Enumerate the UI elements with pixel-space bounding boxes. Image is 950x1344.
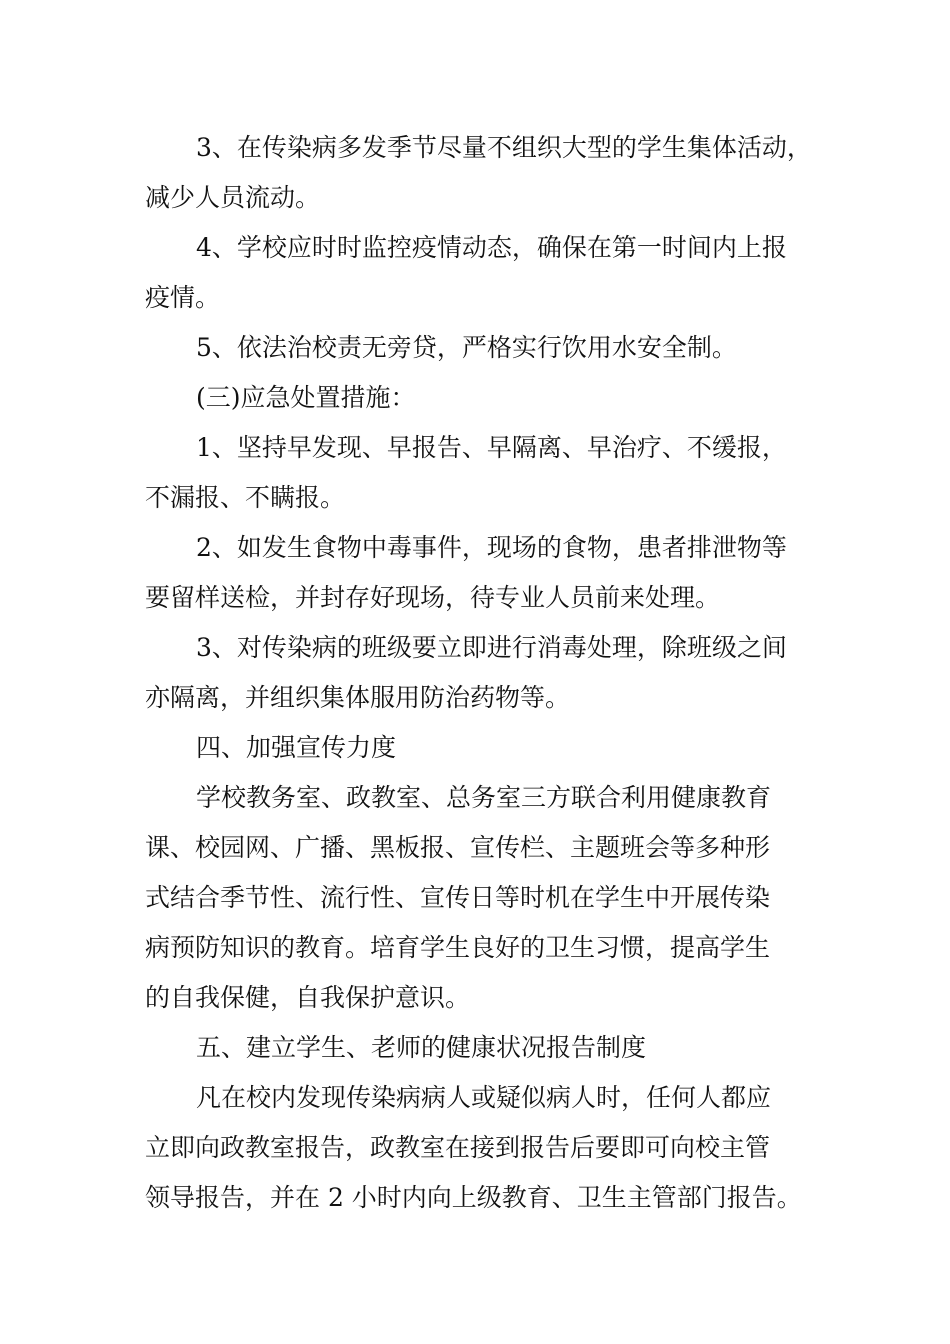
paragraph-line: 式结合季节性、流行性、宣传日等时机在学生中开展传染 xyxy=(145,883,771,912)
paragraph-line: 3、对传染病的班级要立即进行消毒处理，除班级之间 xyxy=(196,633,787,662)
paragraph-line: 3、在传染病多发季节尽量不组织大型的学生集体活动， xyxy=(196,133,812,162)
paragraph-line: 4、学校应时时监控疫情动态，确保在第一时间内上报 xyxy=(196,233,787,262)
paragraph-line: 凡在校内发现传染病病人或疑似病人时，任何人都应 xyxy=(196,1083,772,1112)
paragraph-line: 病预防知识的教育。培育学生良好的卫生习惯，提高学生 xyxy=(145,933,771,962)
paragraph-line: 亦隔离，并组织集体服用防治药物等。 xyxy=(145,683,571,712)
paragraph-line: 5、依法治校责无旁贷，严格实行饮用水安全制。 xyxy=(196,333,737,362)
paragraph-line: 1、坚持早发现、早报告、早隔离、早治疗、不缓报， xyxy=(196,433,787,462)
paragraph-line: 立即向政教室报告，政教室在接到报告后要即可向校主管 xyxy=(145,1133,771,1162)
paragraph-line: 学校教务室、政教室、总务室三方联合利用健康教育 xyxy=(196,783,772,812)
section-heading: (三)应急处置措施： xyxy=(196,383,416,412)
paragraph-line: 不漏报、不瞒报。 xyxy=(145,483,346,512)
paragraph-line: 课、校园网、广播、黑板报、宣传栏、主题班会等多种形 xyxy=(145,833,771,862)
section-heading: 四、加强宣传力度 xyxy=(196,733,397,762)
paragraph-line: 疫情。 xyxy=(145,283,221,312)
section-heading: 五、建立学生、老师的健康状况报告制度 xyxy=(196,1033,647,1062)
paragraph-line: 领导报告，并在 2 小时内向上级教育、卫生主管部门报告。 xyxy=(145,1183,802,1212)
paragraph-line: 减少人员流动。 xyxy=(145,183,321,212)
paragraph-line: 的自我保健，自我保护意识。 xyxy=(145,983,471,1012)
paragraph-line: 要留样送检，并封存好现场，待专业人员前来处理。 xyxy=(145,583,721,612)
paragraph-line: 2、如发生食物中毒事件，现场的食物，患者排泄物等 xyxy=(196,533,787,562)
